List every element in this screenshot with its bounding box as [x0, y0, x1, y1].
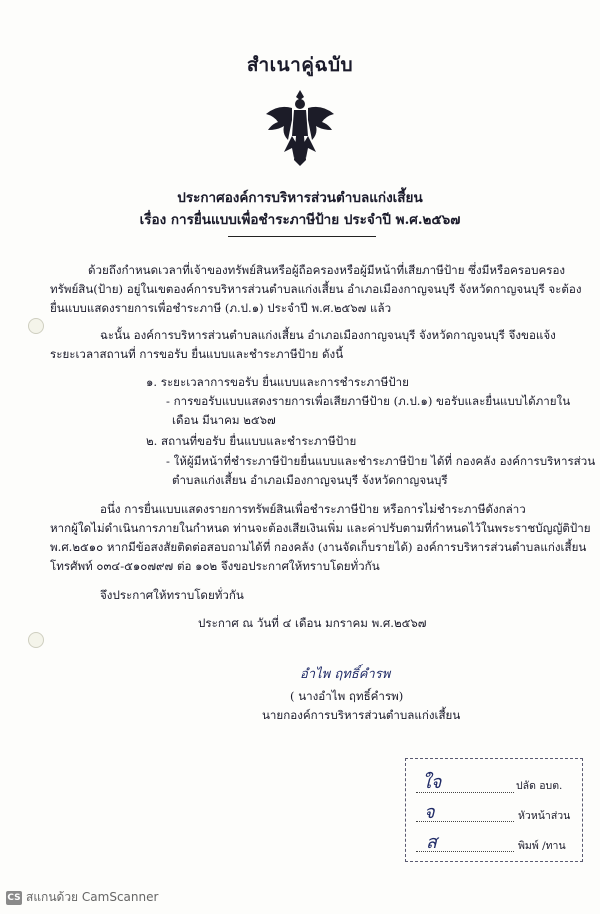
- stamp-row1-label: ปลัด อบต.: [516, 780, 563, 792]
- camscanner-text: สแกนด้วย CamScanner: [26, 890, 159, 904]
- closing-line: จึงประกาศให้ทราบโดยทั่วกัน: [100, 588, 244, 602]
- para2-line-2: ระยะเวลาสถานที่ การขอรับ ยื่นแบบและชำระภาษีป้าย ดังนี้: [50, 347, 344, 361]
- stamp-line-3: [416, 851, 514, 852]
- stamp-initial-1: ใจ: [422, 772, 442, 793]
- item1-heading: ๑. ระยะเวลาการขอรับ ยื่นแบบและการชำระภาษีป้าย: [146, 375, 409, 389]
- title-underline: [228, 236, 376, 237]
- routing-stamp: [405, 758, 583, 862]
- announcement-title: ประกาศองค์การบริหารส่วนตำบลแก่งเสี้ยน: [177, 190, 423, 206]
- item1-detail-line-2: เดือน มีนาคม ๒๕๖๗: [172, 413, 276, 427]
- date-line: ประกาศ ณ วันที่ ๔ เดือน มกราคม พ.ศ.๒๕๖๗: [198, 616, 427, 630]
- signer-position: นายกองค์การบริหารส่วนตำบลแก่งเสี้ยน: [262, 708, 461, 722]
- stamp-initial-2: จ: [424, 802, 435, 823]
- stamp-initial-3: ส: [426, 832, 437, 853]
- camscanner-watermark: [6, 888, 158, 907]
- item2-heading: ๒. สถานที่ขอรับ ยื่นแบบและชำระภาษีป้าย: [146, 434, 357, 448]
- punch-hole-top: [28, 318, 44, 334]
- para3-line-3: พ.ศ.๒๕๑๐ หากมีข้อสงสัยติดต่อสอบถามได้ที่ กองคลัง (งานจัดเก็บรายได้) องค์การบริหารส่วนตำบลแก่งเสี้ยน: [50, 540, 587, 554]
- announcement-subject: เรื่อง การยื่นแบบเพื่อชำระภาษีป้าย ประจำปี พ.ศ.๒๕๖๗: [139, 212, 461, 228]
- para3-line-1: อนึ่ง การยื่นแบบแสดงรายการทรัพย์สินเพื่อชำระภาษีป้าย หรือการไม่ชำระภาษีดังกล่าว: [100, 502, 526, 516]
- punch-hole-bottom: [28, 632, 44, 648]
- para1-line-1: ด้วยถึงกำหนดเวลาที่เจ้าของทรัพย์สินหรือผู้ถือครองหรือผู้มีหน้าที่เสียภาษีป้าย ซึ่งมีหรือครอบครอง: [88, 263, 566, 277]
- stamp-line-2: [416, 821, 514, 822]
- para2-line-1: ฉะนั้น องค์การบริหารส่วนตำบลแก่งเสี้ยน อำเภอเมืองกาญจนบุรี จังหวัดกาญจนบุรี จึงขอแจ้ง: [100, 328, 556, 342]
- stamp-row2-label: หัวหน้าส่วน: [518, 810, 571, 822]
- signer-name: ( นางอำไพ ฤทธิ์คำรพ): [290, 689, 404, 703]
- para3-line-2: หากผู้ใดไม่ดำเนินการภายในกำหนด ท่านจะต้องเสียเงินเพิ่ม และค่าปรับตามที่กำหนดไว้ในพระราชบัญญัติป้าย: [50, 521, 591, 535]
- stamp-row3-label: พิมพ์ /ทาน: [518, 840, 566, 852]
- stamp-line-1: [416, 792, 514, 793]
- item2-detail-line-2: ตำบลแก่งเสี้ยน อำเภอเมืองกาญจนบุรี จังหวัดกาญจนบุรี: [172, 473, 448, 487]
- item1-detail-line-1: - การขอรับแบบแสดงรายการเพื่อเสียภาษีป้าย (ภ.ป.๑) ขอรับและยื่นแบบได้ภายใน: [166, 394, 571, 408]
- copy-title: สำเนาคู่ฉบับ: [246, 54, 354, 76]
- camscanner-logo-icon: CS: [7, 892, 21, 903]
- handwritten-signature: อำไพ ฤทธิ์คำรพ: [300, 667, 391, 682]
- garuda-emblem: [262, 86, 338, 170]
- para1-line-3: ยื่นแบบแสดงรายการเพื่อชำระภาษี (ภ.ป.๑) ประจำปี พ.ศ.๒๕๖๗ แล้ว: [50, 301, 392, 315]
- item2-detail-line-1: - ให้ผู้มีหน้าที่ชำระภาษีป้ายยื่นแบบและชำระภาษีป้าย ได้ที่ กองคลัง องค์การบริหารส่วน: [166, 454, 596, 468]
- para1-line-2: ทรัพย์สิน(ป้าย) อยู่ในเขตองค์การบริหารส่วนตำบลแก่งเสี้ยน อำเภอเมืองกาญจนบุรี จังหวัดกาญจนบุรี จะต้อง: [50, 282, 582, 296]
- para3-line-4: โทรศัพท์ ๐๓๔-๕๑๐๗๙๗ ต่อ ๑๐๒ จึงขอประกาศให้ทราบโดยทั่วกัน: [50, 559, 380, 573]
